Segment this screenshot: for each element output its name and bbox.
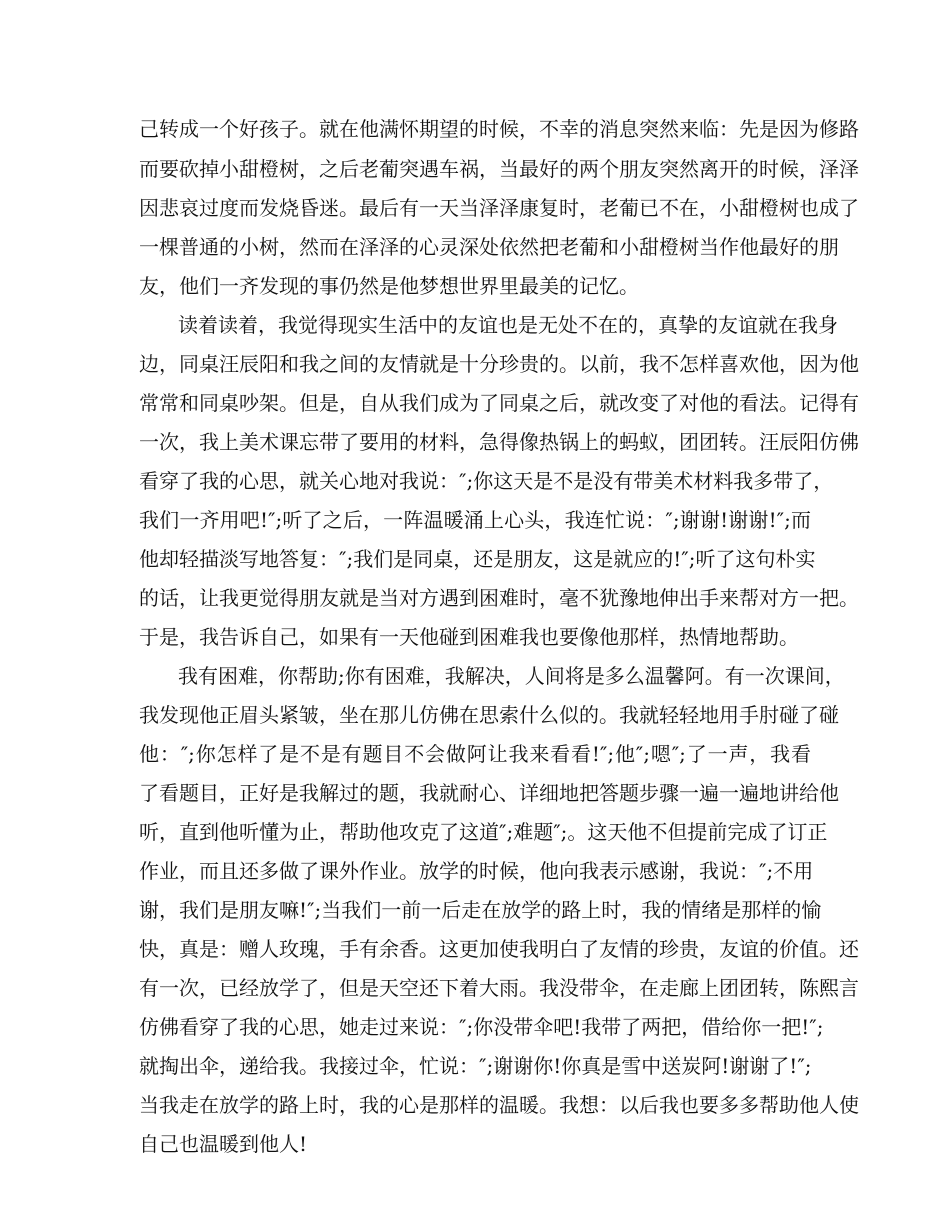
- paragraph-first-line: 读着读着，我觉得现实生活中的友谊也是无处不在的，真挚的友谊就在我身: [178, 313, 838, 337]
- text-line: 谢，我们是朋友嘛!″;当我们一前一后走在放学的路上时，我的情绪是那样的愉: [139, 898, 822, 922]
- text-line: 的话，让我更觉得朋友就是当对方遇到困难时，毫不犹豫地伸出手来帮对方一把。: [139, 586, 859, 610]
- text-line: 常常和同桌吵架。但是，自从我们成为了同桌之后，就改变了对他的看法。记得有: [139, 391, 859, 415]
- text-line: 自己也温暖到他人!: [139, 1132, 308, 1156]
- text-line: 仿佛看穿了我的心思，她走过来说：″;你没带伞吧!我带了两把，借给你一把!″;: [139, 1015, 824, 1039]
- text-line: 友，他们一齐发现的事仍然是他梦想世界里最美的记忆。: [139, 274, 639, 298]
- text-line: 看穿了我的心思，就关心地对我说：″;你这天是不是没有带美术材料我多带了，: [139, 469, 834, 493]
- text-line: 听，直到他听懂为止，帮助他攻克了这道″;难题″;。这天他不但提前完成了订正: [139, 820, 828, 844]
- text-line: 有一次，已经放学了，但是天空还下着大雨。我没带伞，在走廊上团团转，陈熙言: [139, 976, 859, 1000]
- text-line: 我们一齐用吧!″;听了之后，一阵温暖涌上心头，我连忙说：″;谢谢!谢谢!″;而: [139, 508, 811, 532]
- text-line: 就掏出伞，递给我。我接过伞，忙说：″;谢谢你!你真是雪中送炭阿!谢谢了!″;: [139, 1054, 812, 1078]
- text-line: 作业，而且还多做了课外作业。放学的时候，他向我表示感谢，我说：″;不用: [139, 859, 814, 883]
- paragraph-first-line: 我有困难，你帮助;你有困难，我解决，人间将是多么温馨阿。有一次课间，: [178, 664, 845, 688]
- text-line: 一次，我上美术课忘带了要用的材料，急得像热锅上的蚂蚁，团团转。汪辰阳仿佛: [139, 430, 859, 454]
- text-line: 快，真是：赠人玫瑰，手有余香。这更加使我明白了友情的珍贵，友谊的价值。还: [139, 937, 859, 961]
- text-line: 我发现他正眉头紧皱，坐在那儿仿佛在思索什么似的。我就轻轻地用手肘碰了碰: [139, 703, 839, 727]
- text-line: 己转成一个好孩子。就在他满怀期望的时候，不幸的消息突然来临：先是因为修路: [139, 117, 859, 141]
- text-line: 于是，我告诉自己，如果有一天他碰到困难我也要像他那样，热情地帮助。: [139, 625, 799, 649]
- text-line: 而要砍掉小甜橙树，之后老葡突遇车祸，当最好的两个朋友突然离开的时候，泽泽: [139, 157, 859, 181]
- text-line: 因悲哀过度而发烧昏迷。最后有一天当泽泽康复时，老葡已不在，小甜橙树也成了: [139, 196, 859, 220]
- text-line: 了看题目，正好是我解过的题，我就耐心、详细地把答题步骤一遍一遍地讲给他: [139, 781, 839, 805]
- text-line: 当我走在放学的路上时，我的心是那样的温暖。我想：以后我也要多多帮助他人使: [139, 1093, 859, 1117]
- text-line: 一棵普通的小树，然而在泽泽的心灵深处依然把老葡和小甜橙树当作他最好的朋: [139, 235, 839, 259]
- text-line: 他：″;你怎样了是不是有题目不会做阿让我来看看!″;他″;嗯″;了一声，我看: [139, 742, 811, 766]
- text-line: 他却轻描淡写地答复：″;我们是同桌，还是朋友，这是就应的!″;听了这句朴实: [139, 547, 816, 571]
- text-line: 边，同桌汪辰阳和我之间的友情就是十分珍贵的。以前，我不怎样喜欢他，因为他: [139, 352, 859, 376]
